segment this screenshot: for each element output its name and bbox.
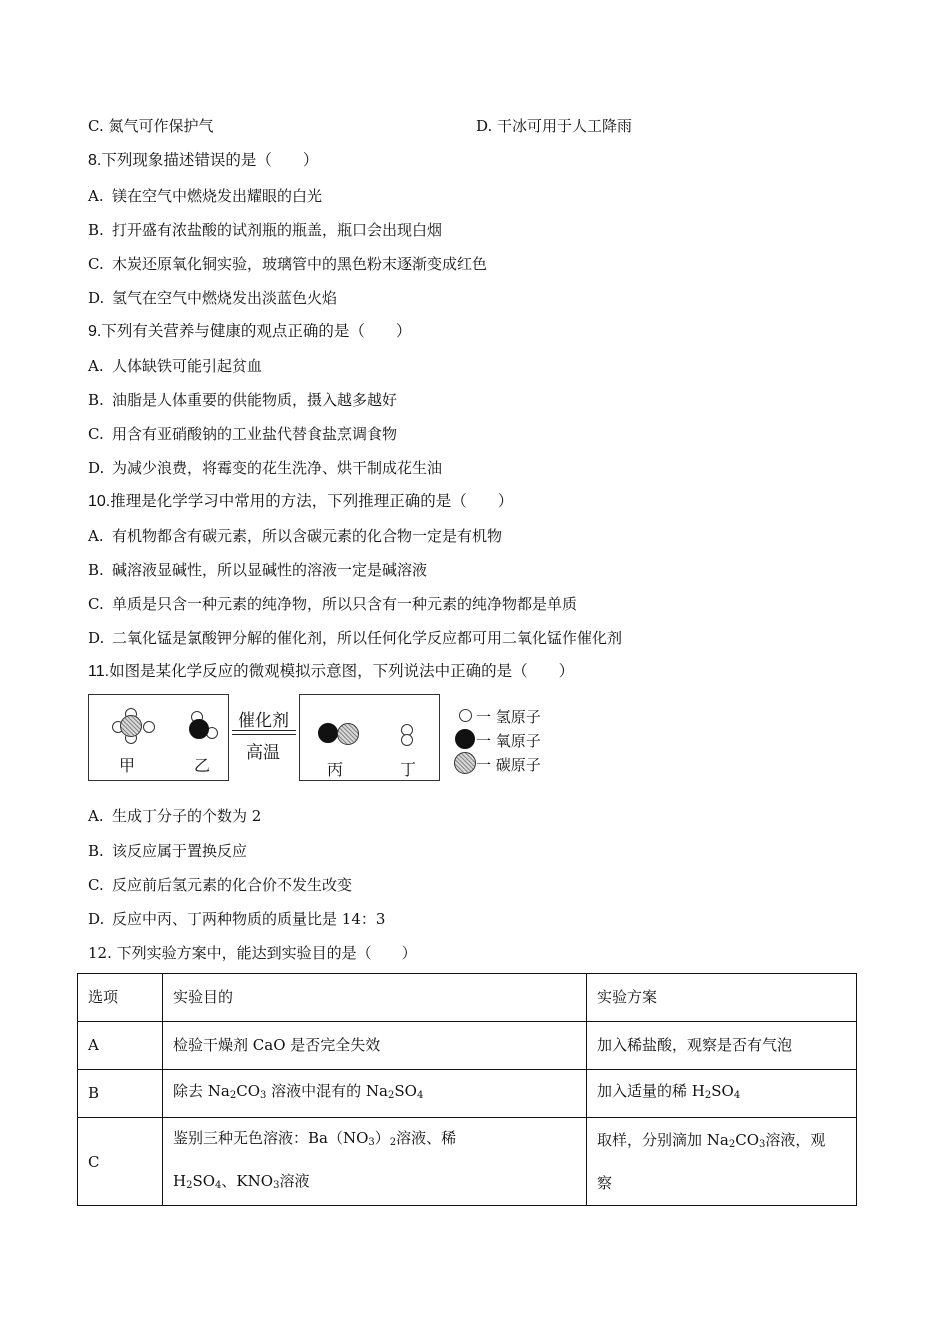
table-cell-plan: [587, 1118, 857, 1206]
subscript: 2: [728, 1139, 736, 1150]
option-key: B.: [88, 842, 104, 860]
q9-option-d: [88, 458, 442, 478]
subscript: 2: [704, 1090, 712, 1101]
q9-option-a: [88, 356, 262, 376]
cell-line: 察: [597, 1174, 613, 1192]
oxygen-atom: [189, 719, 209, 739]
subscript: 4: [733, 1090, 741, 1101]
condition-catalyst: 催化剂: [238, 711, 289, 731]
table-row: [78, 1070, 857, 1118]
table-cell-purpose: [163, 1118, 587, 1206]
question-9: [88, 321, 411, 342]
option-key: A.: [88, 807, 104, 825]
option-text: 反应前后氢元素的化合价不发生改变: [112, 876, 353, 894]
text: CO: [735, 1131, 759, 1149]
table-header: 选项: [78, 974, 163, 1022]
table-cell-purpose: [163, 1070, 587, 1118]
table-cell-plan: 加入稀盐酸，观察是否有气泡: [587, 1022, 857, 1070]
text: 、KNO: [221, 1171, 274, 1190]
option-text: 镁在空气中燃烧发出耀眼的白光: [112, 187, 323, 205]
option-text: 有机物都含有碳元素，所以含碳元素的化合物一定是有机物: [112, 527, 503, 545]
label-ding: 丁: [400, 760, 417, 779]
equals-line-bottom: [232, 734, 296, 735]
text: 取样，分别滴加 Na: [597, 1131, 729, 1149]
q11-option-b: [88, 841, 247, 861]
text: 溶液中混有的 Na: [266, 1082, 388, 1100]
text: 溶液: [279, 1171, 310, 1190]
question-10: [88, 491, 513, 512]
question-number: 11.: [88, 663, 110, 680]
experiment-table: [77, 973, 857, 1206]
text: SO: [711, 1082, 734, 1100]
q8-option-a: [88, 186, 322, 206]
subscript: 3: [260, 1090, 267, 1101]
option-text: 油脂是人体重要的供能物质，摄入越多越好: [112, 391, 398, 409]
q8-option-b: [88, 220, 442, 240]
option-key: D.: [88, 289, 105, 307]
question-stem: 推理是化学学习中常用的方法，下列推理正确的是（ ）: [110, 492, 514, 510]
question-12: 12. 下列实验方案中，能达到实验目的是（ ）: [88, 944, 417, 962]
legend-oxygen-icon: [455, 729, 475, 749]
question-number: 8.: [88, 152, 102, 169]
subscript: 4: [416, 1090, 424, 1101]
option-text: 反应中丙、丁两种物质的质量比是 14：3: [112, 910, 386, 928]
hydrogen-atom: [401, 734, 413, 746]
option-text: 为减少浪费，将霉变的花生洗净、烘干制成花生油: [112, 459, 443, 477]
text: 溶液、稀: [396, 1128, 457, 1147]
cell-line: [597, 1121, 846, 1164]
table-cell-purpose: 检验干燥剂 CaO 是否完全失效: [163, 1022, 587, 1070]
option-key: C.: [88, 876, 104, 894]
subscript: 4: [215, 1179, 222, 1191]
subscript: 2: [389, 1136, 397, 1148]
q10-option-b: [88, 560, 427, 580]
option-key: D.: [88, 629, 105, 647]
option-text: 打开盛有浓盐酸的试剂瓶的瓶盖，瓶口会出现白烟: [112, 221, 443, 239]
question-number: 9.: [88, 323, 102, 340]
text: ）: [374, 1128, 390, 1147]
text: 鉴别三种无色溶液：Ba（NO: [173, 1128, 369, 1147]
q10-option-a: [88, 526, 502, 546]
question-number: 10.: [88, 493, 111, 510]
option-key: A.: [88, 357, 104, 375]
oxygen-atom: [318, 723, 338, 743]
subscript: 3: [368, 1136, 375, 1148]
subscript: 3: [759, 1139, 766, 1150]
option-text: 用含有亚硝酸钠的工业盐代替食盐烹调食物: [112, 425, 398, 443]
option-key: B.: [88, 561, 104, 579]
text: SO: [394, 1082, 417, 1100]
table-row: [78, 1022, 857, 1070]
option-key: D.: [88, 459, 105, 477]
text: H: [173, 1171, 187, 1190]
option-d-prev: D. 干冰可用于人工降雨: [476, 117, 633, 135]
option-text: 二氧化锰是氯酸钾分解的催化剂，所以任何化学反应都可用二氧化锰作催化剂: [112, 629, 623, 647]
option-text: 该反应属于置换反应: [112, 842, 248, 860]
table-header: 实验方案: [587, 974, 857, 1022]
option-key: C.: [88, 425, 104, 443]
option-text: 生成丁分子的个数为 2: [112, 807, 262, 825]
cell-line: [173, 1162, 576, 1205]
option-text: 氢气在空气中燃烧发出淡蓝色火焰: [112, 289, 338, 307]
equals-line-top: [232, 730, 296, 731]
label-yi: 乙: [194, 756, 211, 775]
table-cell-option: C: [78, 1118, 163, 1206]
option-text: 人体缺铁可能引起贫血: [112, 357, 263, 375]
text: 除去 Na: [173, 1082, 230, 1100]
table-header-row: [78, 974, 857, 1022]
option-c-prev: C. 氮气可作保护气: [88, 117, 214, 135]
products-box: [299, 694, 440, 781]
label-bing: 丙: [327, 760, 344, 779]
table-cell-option: A: [78, 1022, 163, 1070]
option-text: 木炭还原氧化铜实验，玻璃管中的黑色粉末逐渐变成红色: [112, 255, 488, 273]
q11-option-c: [88, 875, 352, 895]
q8-option-c: [88, 254, 487, 274]
option-key: B.: [88, 221, 104, 239]
q9-option-c: [88, 424, 397, 444]
text: SO: [192, 1171, 216, 1190]
reactants-box: [88, 694, 229, 781]
subscript: 2: [387, 1090, 395, 1101]
legend-carbon: 一 碳原子: [476, 756, 541, 774]
reaction-diagram: [88, 694, 558, 782]
cell-line: [173, 1119, 576, 1162]
q9-option-b: [88, 390, 397, 410]
q11-option-d: [88, 909, 385, 929]
option-key: C.: [88, 255, 104, 273]
question-11: [88, 661, 574, 682]
option-key: B.: [88, 391, 104, 409]
table-cell-plan: [587, 1070, 857, 1118]
option-key: C.: [88, 595, 104, 613]
table-cell-option: B: [78, 1070, 163, 1118]
option-text: 单质是只含一种元素的纯净物，所以只含有一种元素的纯净物都是单质: [112, 595, 578, 613]
table-row: [78, 1118, 857, 1206]
question-stem: 下列现象描述错误的是（ ）: [101, 151, 319, 169]
option-key: D.: [88, 910, 105, 928]
subscript: 2: [229, 1090, 237, 1101]
question-8: [88, 150, 318, 171]
q8-option-d: [88, 288, 337, 308]
text: CO: [236, 1082, 260, 1100]
question-stem: 如图是某化学反应的微观模拟示意图，下列说法中正确的是（ ）: [109, 662, 575, 680]
text: 加入适量的稀 H: [597, 1082, 705, 1100]
option-key: A.: [88, 527, 104, 545]
legend-carbon-icon: [454, 752, 476, 774]
q10-option-d: [88, 628, 622, 648]
condition-temperature: 高温: [246, 743, 280, 763]
legend-hydrogen: 一 氢原子: [476, 708, 541, 726]
hydrogen-atom: [143, 721, 155, 733]
legend-oxygen: 一 氧原子: [476, 732, 541, 750]
legend-hydrogen-icon: [459, 709, 472, 722]
option-text: 碱溶液显碱性，所以显碱性的溶液一定是碱溶液: [112, 561, 428, 579]
label-jia: 甲: [119, 756, 136, 775]
carbon-atom: [120, 715, 142, 737]
question-stem: 下列有关营养与健康的观点正确的是（ ）: [101, 322, 412, 340]
subscript: 2: [186, 1179, 193, 1191]
q11-option-a: [88, 806, 261, 826]
text: 溶液，观: [765, 1131, 826, 1149]
subscript: 3: [273, 1179, 280, 1191]
option-key: A.: [88, 187, 104, 205]
q10-option-c: [88, 594, 577, 614]
table-header: 实验目的: [163, 974, 587, 1022]
carbon-atom: [337, 723, 359, 745]
